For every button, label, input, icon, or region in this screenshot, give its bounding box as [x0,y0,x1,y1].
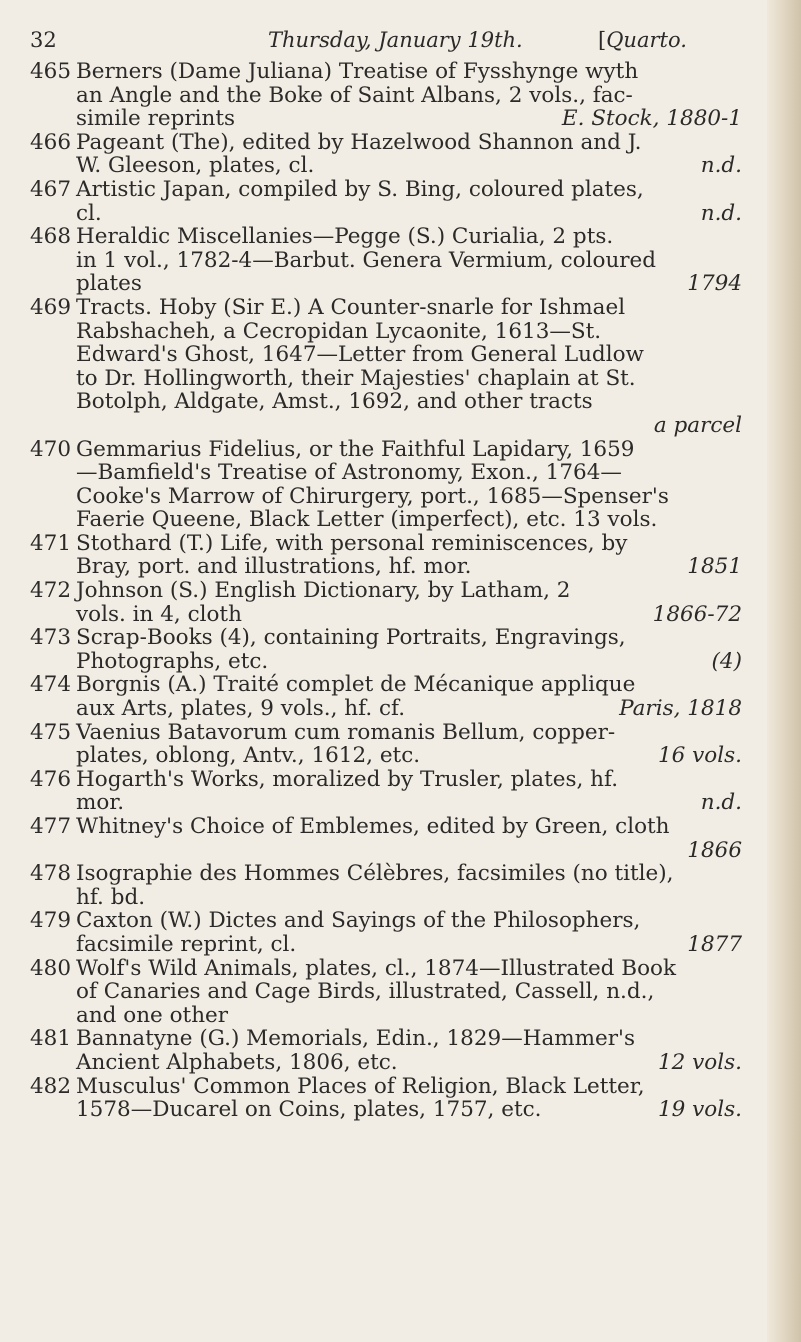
lot-number: 470 [30,436,72,462]
lot-number: 467 [30,176,72,202]
entry-line [76,1027,742,1051]
entry-text: Heraldic Miscellanies—Pegge (S.) Curialia, 2 pts. [76,224,614,250]
entry-imprint: n.d. [700,200,742,226]
entry-text: Artistic Japan, compiled by S. Bing, coloured plates, [76,176,644,202]
entry-line [76,886,742,910]
entry-imprint: n.d. [700,790,742,816]
entry-line [76,603,742,627]
entry-text: Pageant (The), edited by Hazelwood Shannon and J. [76,129,642,155]
entry-line [76,485,742,509]
entry-text: vols. in 4, cloth [76,601,242,627]
lot-entry [30,815,742,862]
lot-number: 477 [30,814,72,839]
entry-line [76,839,742,863]
entry-text: and one other [76,1002,229,1028]
entry-text: Gemmarius Fidelius, or the Faithful Lapidary, 1659 [76,436,635,462]
entry-line [76,154,742,178]
entry-line [76,697,742,721]
entry-line [76,296,742,320]
entry-line [76,461,742,485]
lot-number: 473 [30,625,72,651]
lot-number: 475 [30,719,72,745]
entry-imprint: 1866 [687,837,742,863]
lot-number: 474 [30,672,72,698]
entry-line [76,721,742,745]
entry-line [76,1075,742,1099]
entry-text: plates [76,271,142,297]
entry-line [76,1098,742,1122]
lot-entry [30,909,742,956]
entry-line [76,555,742,579]
lot-number: 466 [30,129,72,155]
lot-number: 468 [30,224,72,250]
lot-entry [30,626,742,673]
entry-line [76,980,742,1004]
lot-number: 472 [30,578,72,604]
entry-text: Johnson (S.) English Dictionary, by Latham, 2 [76,578,571,604]
entry-line [76,343,742,367]
entry-line [76,225,742,249]
entry-text: Isographie des Hommes Célèbres, facsimiles (no title), [76,861,674,887]
entry-imprint: 12 vols. [657,1049,742,1075]
entry-text: Berners (Dame Juliana) Treatise of Fysshynge wyth [76,59,639,84]
entry-text: Botolph, Aldgate, Amst., 1692, and other tracts [76,389,593,415]
lot-entry [30,178,742,225]
entry-line [76,791,742,815]
entry-line [76,272,742,296]
entry-line [76,650,742,674]
entry-text: an Angle and the Boke of Saint Albans, 2 vols., fac- [76,82,633,108]
entry-line [76,1051,742,1075]
format-label [598,26,687,54]
entry-text: facsimile reprint, cl. [76,931,297,957]
entry-line [76,768,742,792]
entry-text: Bannatyne (G.) Memorials, Edin., 1829—Hammer's [76,1026,635,1052]
lot-number: 481 [30,1026,72,1052]
entry-imprint: 16 vols. [657,743,742,769]
entry-line [76,107,742,131]
lot-number: 480 [30,955,72,981]
entry-imprint: Paris, 1818 [619,696,742,722]
entry-text: mor. [76,790,125,816]
entry-text: Wolf's Wild Animals, plates, cl., 1874—Illustrated Book [76,955,676,981]
lot-number: 469 [30,294,72,320]
format-bracket: [ [598,28,607,52]
entry-text: Faerie Queene, Black Letter (imperfect), etc. 13 vols. [76,507,658,533]
entry-text: plates, oblong, Antv., 1612, etc. [76,743,421,769]
entry-line [76,957,742,981]
lot-entry [30,1075,742,1122]
entry-imprint: 1794 [687,271,742,297]
lot-number: 476 [30,766,72,792]
page-edge-shadow [767,0,801,1342]
lot-entry [30,721,742,768]
lot-entry [30,296,742,438]
page-header [30,26,735,54]
entry-line [76,60,742,84]
lot-number: 479 [30,908,72,934]
entry-line [76,249,742,273]
entry-line [76,131,742,155]
entry-text: in 1 vol., 1782-4—Barbut. Genera Vermium, coloured [76,247,657,273]
lot-entry [30,131,742,178]
entry-imprint: E. Stock, 1880-1 [561,106,742,132]
lot-entry [30,579,742,626]
lot-entry [30,957,742,1028]
lot-entry [30,60,742,131]
entry-imprint: 19 vols. [657,1097,742,1123]
entry-text: simile reprints [76,106,236,132]
entry-line [76,815,742,839]
entry-text: Caxton (W.) Dictes and Sayings of the Philosophers, [76,908,641,934]
entry-text: of Canaries and Cage Birds, illustrated, Cassell, n.d., [76,979,655,1005]
entry-text: cl. [76,200,102,226]
entry-line [76,933,742,957]
entry-imprint: (4) [711,648,742,674]
entry-line [76,1004,742,1028]
entry-line [76,626,742,650]
entry-text: Whitney's Choice of Emblemes, edited by Green, cloth [76,814,670,839]
lot-entry [30,532,742,579]
entry-line [76,438,742,462]
entry-text: Rabshacheh, a Cecropidan Lycaonite, 1613—St. [76,318,602,344]
entry-imprint: 1866-72 [652,601,742,627]
lot-number: 482 [30,1073,72,1099]
lot-number: 471 [30,530,72,556]
entry-text: 1578—Ducarel on Coins, plates, 1757, etc. [76,1097,542,1123]
lot-entry [30,673,742,720]
entry-imprint: 1851 [687,554,742,580]
entry-imprint: n.d. [700,153,742,179]
page-number: 32 [30,28,57,52]
entry-line [76,508,742,532]
entry-line [76,202,742,226]
entry-line [76,84,742,108]
entry-text: Bray, port. and illustrations, hf. mor. [76,554,472,580]
entry-text: Borgnis (A.) Traité complet de Mécanique applique [76,672,636,698]
entry-line [76,909,742,933]
lot-number: 465 [30,59,72,84]
entry-text: W. Gleeson, plates, cl. [76,153,315,179]
entry-line [76,579,742,603]
entry-imprint: a parcel [653,412,742,438]
entry-text: Tracts. Hoby (Sir E.) A Counter-snarle for Ishmael [76,294,626,320]
entry-text: Musculus' Common Places of Religion, Black Letter, [76,1073,645,1099]
entry-text: to Dr. Hollingworth, their Majesties' chaplain at St. [76,365,636,391]
entry-text: —Bamfield's Treatise of Astronomy, Exon., 1764— [76,460,622,486]
entry-line [76,320,742,344]
lot-entry [30,225,742,296]
sale-date: Thursday, January 19th. [268,28,523,52]
entry-imprint: 1877 [687,931,742,957]
entry-text: Hogarth's Works, moralized by Trusler, plates, hf. [76,766,619,792]
entry-line [76,532,742,556]
entry-line [76,178,742,202]
lot-entry [30,1027,742,1074]
lot-entry [30,438,742,532]
entry-text: Photographs, etc. [76,648,269,674]
entry-line [76,673,742,697]
entry-text: hf. bd. [76,884,146,910]
lot-list [30,60,742,1122]
entry-line [76,862,742,886]
entry-text: Edward's Ghost, 1647—Letter from General Ludlow [76,342,644,368]
entry-line [76,744,742,768]
lot-number: 478 [30,861,72,887]
lot-entry [30,768,742,815]
format-name: Quarto. [606,28,687,52]
entry-text: Stothard (T.) Life, with personal reminiscences, by [76,530,628,556]
entry-line [76,390,742,414]
entry-text: Ancient Alphabets, 1806, etc. [76,1049,398,1075]
lot-entry [30,862,742,909]
entry-text: Scrap-Books (4), containing Portraits, Engravings, [76,625,626,651]
entry-line [76,414,742,438]
entry-text: aux Arts, plates, 9 vols., hf. cf. [76,696,406,722]
entry-text: Vaenius Batavorum cum romanis Bellum, copper- [76,719,616,745]
entry-text: Cooke's Marrow of Chirurgery, port., 1685—Spenser's [76,483,669,509]
entry-line [76,367,742,391]
